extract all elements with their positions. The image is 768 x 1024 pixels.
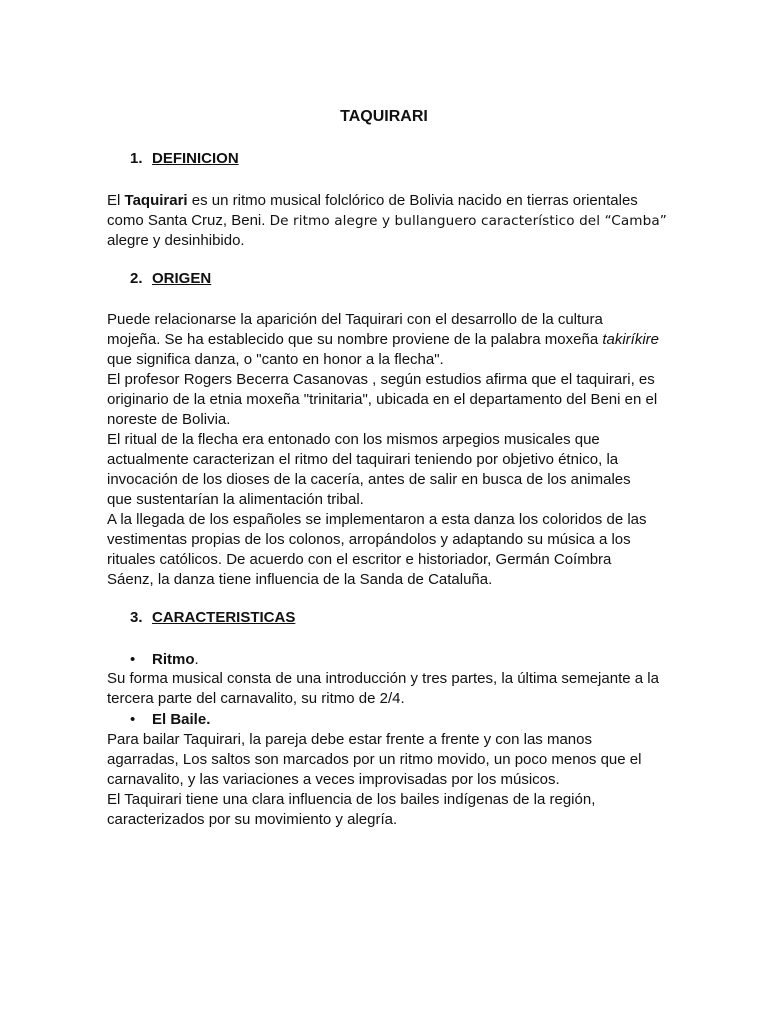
text-line: originario de la etnia moxeña "trinitaria", ubicada en el departamento del Beni en el bbox=[107, 391, 658, 408]
definicion-paragraph bbox=[107, 191, 667, 251]
ritmo-paragraph bbox=[107, 669, 667, 709]
bullet-icon: • bbox=[130, 711, 136, 728]
origen-paragraph bbox=[107, 310, 667, 590]
text-line: invocación de los dioses de la cacería, antes de salir en busca de los animales bbox=[107, 471, 631, 488]
section-heading-definicion bbox=[130, 150, 239, 167]
document-title: TAQUIRARI bbox=[340, 108, 428, 125]
text-line: El Taquirari tiene una clara influencia de los bailes indígenas de la región, bbox=[107, 791, 596, 808]
section-heading-caracteristicas bbox=[130, 609, 295, 626]
bullet-label: El Baile. bbox=[152, 711, 211, 728]
text-line: agarradas, Los saltos son marcados por un ritmo movido, un poco menos que el bbox=[107, 751, 642, 768]
text-run: El bbox=[107, 192, 125, 209]
text-run: es un ritmo musical folclórico de Bolivia nacido en tierras orientales bbox=[187, 192, 638, 209]
text-run: De ritmo alegre y bullanguero característico del “Camba” bbox=[269, 213, 667, 229]
bullet-item-baile bbox=[130, 710, 210, 730]
bullet-icon: • bbox=[130, 651, 136, 668]
text-line: rituales católicos. De acuerdo con el escritor e historiador, Germán Coímbra bbox=[107, 551, 612, 568]
text-line: Su forma musical consta de una introducción y tres partes, la última semejante a la bbox=[107, 670, 659, 687]
text-line bbox=[107, 211, 667, 231]
text-line: A la llegada de los españoles se implementaron a esta danza los coloridos de las bbox=[107, 511, 647, 528]
bullet-label: Ritmo bbox=[152, 651, 195, 668]
section-number: 3. bbox=[130, 609, 143, 626]
text-line: Sáenz, la danza tiene influencia de la Sanda de Cataluña. bbox=[107, 571, 493, 588]
baile-paragraph bbox=[107, 730, 667, 830]
text-line: carnavalito, y las variaciones a veces improvisadas por los músicos. bbox=[107, 771, 560, 788]
section-number: 2. bbox=[130, 270, 143, 287]
text-line: actualmente caracterizan el ritmo del taquirari teniendo por objetivo étnico, la bbox=[107, 451, 619, 468]
text-line: vestimentas propias de los colonos, arropándolos y adaptando su música a los bbox=[107, 531, 631, 548]
text-run: mojeña. Se ha establecido que su nombre proviene de la palabra moxeña bbox=[107, 331, 603, 348]
bullet-item-ritmo bbox=[130, 650, 199, 670]
text-line: que significa danza, o "canto en honor a la flecha". bbox=[107, 351, 444, 368]
text-line: Para bailar Taquirari, la pareja debe estar frente a frente y con las manos bbox=[107, 731, 592, 748]
bold-term: Taquirari bbox=[124, 192, 188, 209]
text-line bbox=[107, 330, 667, 350]
text-line: alegre y desinhibido. bbox=[107, 232, 245, 249]
text-line: caracterizados por su movimiento y alegría. bbox=[107, 811, 398, 828]
section-number: 1. bbox=[130, 150, 143, 167]
text-run: como Santa Cruz, Beni. bbox=[107, 212, 270, 229]
text-line: tercera parte del carnavalito, su ritmo de 2/4. bbox=[107, 690, 405, 707]
section-title: CARACTERISTICAS bbox=[152, 609, 296, 626]
section-title: DEFINICION bbox=[152, 150, 239, 167]
text-line: El profesor Rogers Becerra Casanovas , según estudios afirma que el taquirari, es bbox=[107, 371, 655, 388]
section-title: ORIGEN bbox=[152, 270, 212, 287]
section-heading-origen bbox=[130, 270, 211, 287]
text-line bbox=[107, 191, 667, 211]
text-run: . bbox=[194, 651, 199, 668]
text-line: El ritual de la flecha era entonado con los mismos arpegios musicales que bbox=[107, 431, 600, 448]
text-line: Puede relacionarse la aparición del Taquirari con el desarrollo de la cultura bbox=[107, 311, 603, 328]
text-line: noreste de Bolivia. bbox=[107, 411, 231, 428]
text-line: que sustentarían la alimentación tribal. bbox=[107, 491, 364, 508]
italic-term: takiríkire bbox=[602, 331, 660, 348]
